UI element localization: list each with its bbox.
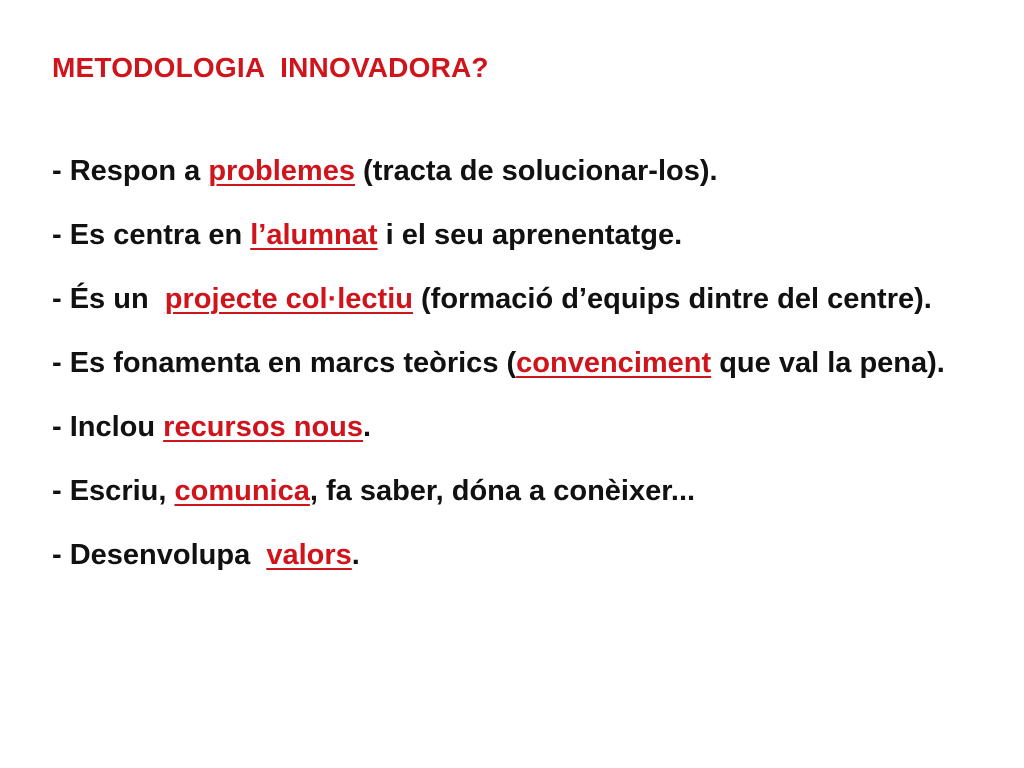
bullet-text: - Es centra en [52,219,251,251]
bullet-item-convenciment [52,344,972,382]
bullet-item-recursos [52,408,972,446]
bullet-text: - Respon a [52,155,209,187]
bullet-highlight: convenciment [516,347,712,379]
bullet-item-comunica [52,472,972,510]
bullet-text: (formació d’equips dintre del centre). [412,283,932,315]
bullet-text: - Es fonamenta en marcs teòrics ( [52,347,517,379]
bullet-highlight: projecte col·lectiu [164,283,413,315]
bullet-text: . [351,539,360,571]
bullet-text: (tracta de solucionar-los). [354,155,718,187]
bullet-highlight: recursos nous [163,411,364,443]
bullet-highlight: l’alumnat [250,219,378,251]
bullet-text: . [363,411,372,443]
bullet-highlight: valors [266,539,352,571]
bullet-text: - Desenvolupa [52,539,267,571]
bullet-text: , fa saber, dóna a conèixer... [309,475,696,507]
slide-title: METODOLOGIA INNOVADORA? [52,52,489,83]
bullet-item-projecte [52,280,972,318]
bullet-text: - És un [52,283,165,315]
bullet-item-alumnat [52,216,972,254]
bullet-text: - Escriu, [52,475,175,507]
bullet-text: que val la pena). [711,347,945,379]
bullet-item-valors [52,536,972,574]
bullet-list [52,152,972,600]
bullet-text: i el seu aprenentatge. [377,219,683,251]
bullet-item-problemes [52,152,972,190]
bullet-highlight: problemes [208,155,355,187]
bullet-highlight: comunica [174,475,310,507]
bullet-text: - Inclou [52,411,164,443]
